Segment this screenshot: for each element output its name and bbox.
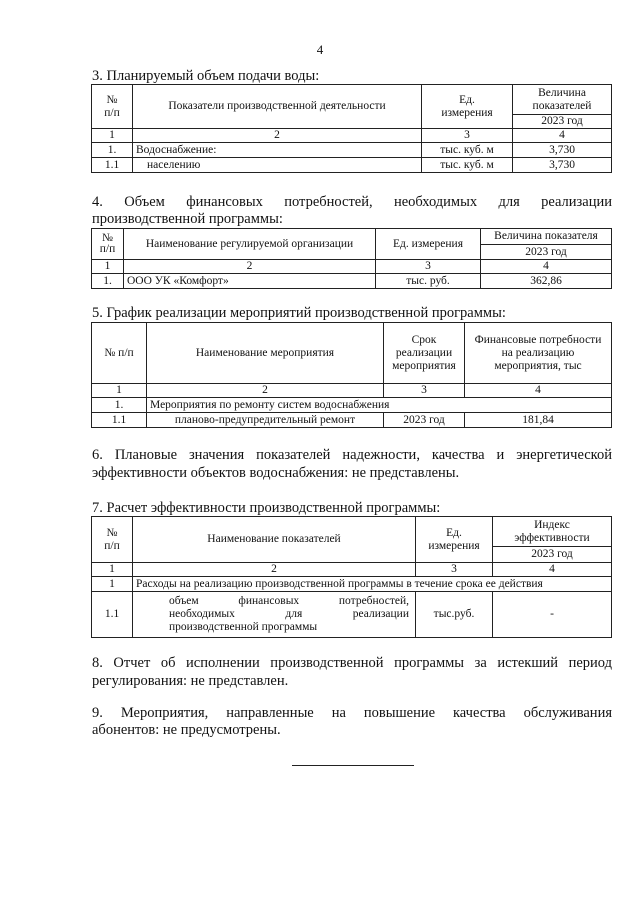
table-group-row <box>92 577 612 592</box>
table-row <box>92 158 612 173</box>
index-cell: 3 <box>416 563 493 577</box>
header-num: № п/п <box>92 85 133 129</box>
header-num: № п/п <box>92 323 147 384</box>
index-cell: 1 <box>92 563 133 577</box>
section-7-title: 7. Расчет эффективности производственной программы: <box>92 500 441 516</box>
header-num: № п/п <box>92 229 124 260</box>
header-indicator: Показатели производственной деятельности <box>133 85 422 129</box>
water-supply-table <box>91 84 612 173</box>
row-name: населению <box>133 158 422 173</box>
section-8-line1: 8. Отчет об исполнении производственной программы за истекший период <box>92 655 612 671</box>
section-9-line1: 9. Мероприятия, направленные на повышение качества обслуживания <box>92 705 612 721</box>
row-name-line2: необходимых для реализации <box>169 608 409 620</box>
header-unit: Ед. измерения <box>422 85 513 129</box>
row-unit: тыс. куб. м <box>422 143 513 158</box>
index-cell: 1 <box>92 260 124 274</box>
section-6-line2: эффективности объектов водоснабжения: не представлены. <box>92 465 460 481</box>
row-name: планово-предупредительный ремонт <box>147 413 384 428</box>
index-cell: 3 <box>376 260 481 274</box>
row-num: 1. <box>92 143 133 158</box>
section-8-line2: регулирования: не представлен. <box>92 673 289 689</box>
row-name: ООО УК «Комфорт» <box>124 274 376 289</box>
section-4-title-line1: 4. Объем финансовых потребностей, необходимых для реализации <box>92 194 612 210</box>
row-unit: тыс. руб. <box>376 274 481 289</box>
efficiency-table <box>91 516 612 638</box>
row-value: 181,84 <box>465 413 612 428</box>
header-value: Величина показателей <box>513 85 612 115</box>
index-cell: 2 <box>147 384 384 398</box>
index-cell: 2 <box>133 563 416 577</box>
header-organization: Наименование регулируемой организации <box>124 229 376 260</box>
header-value: Величина показателя <box>481 229 612 245</box>
section-5-title: 5. График реализации мероприятий производственной программы: <box>92 305 506 321</box>
section-3-title: 3. Планируемый объем подачи воды: <box>92 68 320 84</box>
row-value: 3,730 <box>513 158 612 173</box>
row-num: 1. <box>92 274 124 289</box>
row-term: 2023 год <box>384 413 465 428</box>
index-cell: 4 <box>513 129 612 143</box>
row-unit: тыс. куб. м <box>422 158 513 173</box>
header-index: Индекс эффективности <box>493 517 612 547</box>
table-group-row <box>92 398 612 413</box>
row-value: 3,730 <box>513 143 612 158</box>
header-measure: Наименование мероприятия <box>147 323 384 384</box>
header-financing: Финансовые потребности на реализацию мероприятия, тыс <box>465 323 612 384</box>
header-num: № п/п <box>92 517 133 563</box>
index-cell: 2 <box>124 260 376 274</box>
header-unit: Ед. измерения <box>376 229 481 260</box>
header-unit: Ед. измерения <box>416 517 493 563</box>
table-row <box>92 592 612 638</box>
header-indicators: Наименование показателей <box>133 517 416 563</box>
schedule-table <box>91 322 612 428</box>
index-cell: 4 <box>493 563 612 577</box>
index-cell: 1 <box>92 384 147 398</box>
table-row <box>92 274 612 289</box>
page-number: 4 <box>316 42 324 57</box>
table-row <box>92 413 612 428</box>
group-num: 1 <box>92 577 133 592</box>
header-year: 2023 год <box>481 245 612 260</box>
group-name: Мероприятия по ремонту систем водоснабжения <box>147 398 612 413</box>
index-cell: 3 <box>422 129 513 143</box>
closing-rule <box>292 765 414 766</box>
header-term: Срок реализации мероприятия <box>384 323 465 384</box>
financial-needs-table <box>91 228 612 289</box>
group-num: 1. <box>92 398 147 413</box>
section-4-title-line2: производственной программы: <box>92 211 283 227</box>
row-num: 1.1 <box>92 592 133 638</box>
row-name <box>133 592 416 638</box>
index-cell: 4 <box>465 384 612 398</box>
section-9-line2: абонентов: не предусмотрены. <box>92 722 281 738</box>
header-year: 2023 год <box>493 547 612 563</box>
row-num: 1.1 <box>92 413 147 428</box>
row-value: 362,86 <box>481 274 612 289</box>
row-name-line3: производственной программы <box>169 621 318 633</box>
row-num: 1.1 <box>92 158 133 173</box>
group-name: Расходы на реализацию производственной программы в течение срока ее действия <box>133 577 612 592</box>
row-name-line1: объем финансовых потребностей, <box>169 595 409 607</box>
index-cell: 4 <box>481 260 612 274</box>
row-name: Водоснабжение: <box>133 143 422 158</box>
index-cell: 2 <box>133 129 422 143</box>
row-value: - <box>493 592 612 638</box>
row-unit: тыс.руб. <box>416 592 493 638</box>
index-cell: 1 <box>92 129 133 143</box>
header-year: 2023 год <box>513 115 612 129</box>
index-cell: 3 <box>384 384 465 398</box>
section-6-line1: 6. Плановые значения показателей надежности, качества и энергетической <box>92 447 612 463</box>
table-row <box>92 143 612 158</box>
